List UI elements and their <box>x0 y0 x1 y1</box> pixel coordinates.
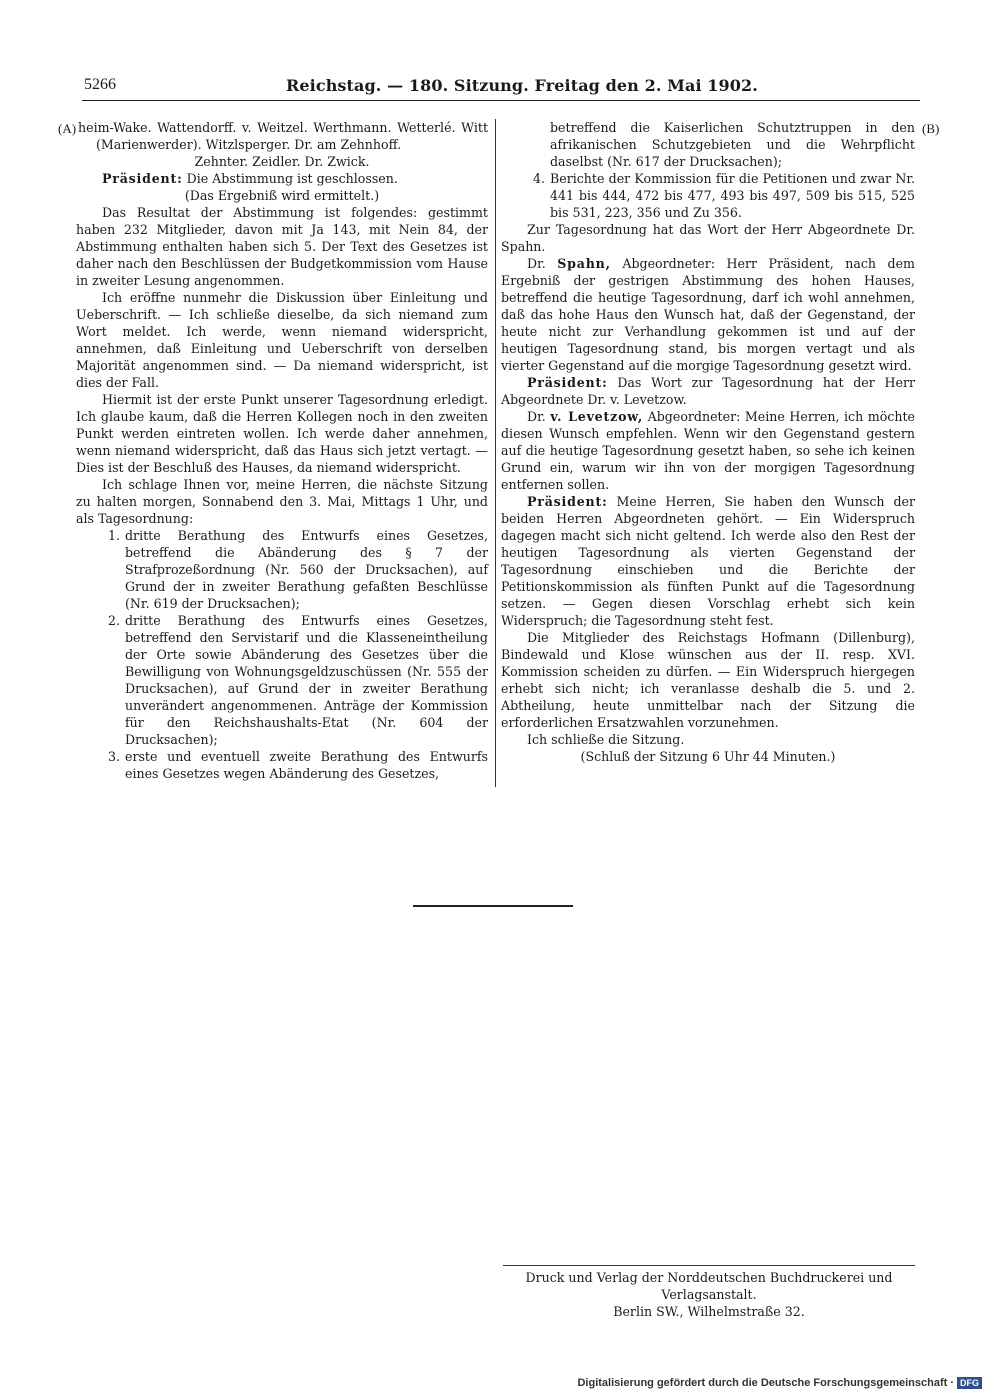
speaker-prefix: Dr. <box>527 409 551 424</box>
statement-text: Abgeordneter: Meine Herren, ich möchte diesen Wunsch empfehlen. Wenn wir den Gegenstand gestern auf die heutige Tagesordnung gesetzt haben, so sehe ich keinen Grund ein, warum wir ihn von der morgigen Tagesordnung entfernen sollen. <box>501 409 915 492</box>
speaker-name: Präsident: <box>102 171 183 186</box>
speaker-name: Präsident: <box>527 494 608 509</box>
margin-marker-b: (B) <box>922 121 940 136</box>
digitization-credit <box>577 1377 982 1389</box>
agenda-item-number: 3. <box>107 749 120 764</box>
agenda-item <box>76 527 488 612</box>
statement-text: Meine Herren, Sie haben den Wunsch der beiden Herren Abgeordneten gehört. — Ein Widerspruch dagegen macht sich nicht geltend. Ich werde also den Rest der heutigen Tagesordnung als vierten Gegenstand der Tagesordnung einschieben und die Berichte der Petitionskommission als fünften Punkt auf die Tagesordnung setzen. — Gegen diesen Vorschlag erhebt sich kein Widerspruch; die Tagesordnung steht fest. <box>501 494 915 628</box>
agenda-item <box>501 170 915 221</box>
left-column <box>76 119 488 782</box>
voter-list-end: Zehnter. Zeidler. Dr. Zwick. <box>194 154 370 169</box>
agenda-item <box>76 612 488 748</box>
levetzow-statement <box>501 408 915 493</box>
agenda-item-text: betreffend die Kaiserlichen Schutztruppen in den afrikanischen Schutzgebieten und die Wehrpflicht daselbst (Nr. 617 der Drucksachen); <box>550 120 915 169</box>
voter-list: heim-Wake. Wattendorff. v. Weitzel. Werthmann. Wetterlé. Witt (Marienwerder). Witzlsperger. Dr. am Zehnhoff. <box>78 120 488 152</box>
speaker-name: Präsident: <box>527 375 608 390</box>
agenda-item-number: 1. <box>107 528 120 543</box>
running-title: Reichstag. — 180. Sitzung. Freitag den 2. Mai 1902. <box>286 76 758 95</box>
agenda-item-text: Berichte der Kommission für die Petitionen und zwar Nr. 441 bis 444, 472 bis 477, 493 bis 497, 509 bis 515, 525 bis 531, 223, 356 und Zu 356. <box>550 171 915 220</box>
statement-text: Das Wort zur Tagesordnung hat der Herr Abgeordnete Dr. v. Levetzow. <box>501 375 915 407</box>
imprint-rule <box>503 1265 915 1266</box>
right-column <box>501 119 915 765</box>
adjournment-paragraph: Hiermit ist der erste Punkt unserer Tagesordnung erledigt. Ich glaube kaum, daß die Herren Kollegen noch in den zweiten Punkt werden eintreten wollen. Ich werde daher annehmen, wenn niemand widerspricht, daß das Haus sich jetzt vertagt. — Dies ist der Beschluß des Hauses, da niemand widerspricht. <box>76 392 488 475</box>
section-separator <box>413 905 573 907</box>
margin-marker-a: (A) <box>58 121 77 136</box>
spahn-statement <box>501 255 915 374</box>
speaker-prefix: Dr. <box>527 256 558 271</box>
agenda-item-continued <box>501 119 915 170</box>
statement-text: Abgeordneter: Herr Präsident, nach dem Ergebniß der gestrigen Abstimmung des hohen Hauses, betreffend die heutige Tagesordnung, darf ich wohl annehmen, daß das hohe Haus den Wunsch hat, daß der Gegenstand, der heute nicht zur Verhandlung gekommen ist und auf der heutigen Tagesordnung stand, bis morgen vertagt und als vierter Gegenstand auf die morgige Tagesordnung gesetzt wird. <box>501 256 915 373</box>
vote-result-paragraph: Das Resultat der Abstimmung ist folgendes: gestimmt haben 232 Mitglieder, davon mit Ja 143, mit Nein 84, der Abstimmung enthalten haben sich 5. Der Text des Gesetzes ist daher nach den Beschlüssen der Budgetkommission vom Hause in zweiter Lesung angenommen. <box>76 205 488 288</box>
imprint-publisher: Druck und Verlag der Norddeutschen Buchdruckerei und Verlagsanstalt. <box>525 1270 893 1302</box>
page-number: 5266 <box>84 76 116 93</box>
speaker-name: v. Levetzow, <box>550 409 644 424</box>
imprint <box>503 1269 915 1320</box>
agenda-item-text: erste und eventuell zweite Berathung des Entwurfs eines Gesetzes wegen Abänderung des Gesetzes, <box>125 749 488 781</box>
stage-direction: (Das Ergebniß wird ermittelt.) <box>184 188 380 203</box>
agenda-request-paragraph: Zur Tagesordnung hat das Wort der Herr Abgeordnete Dr. Spahn. <box>501 222 915 254</box>
closing-statement: Ich schließe die Sitzung. <box>527 732 685 747</box>
agenda-item-number: 2. <box>107 613 120 628</box>
dfg-logo-icon: DFG <box>957 1377 982 1389</box>
statement-text: Die Abstimmung ist geschlossen. <box>182 171 398 186</box>
column-divider <box>495 119 496 787</box>
agenda-item-number-spacer <box>501 119 550 170</box>
header-rule <box>82 100 920 101</box>
credit-text: Digitalisierung gefördert durch die Deutsche Forschungsgemeinschaft · <box>577 1377 954 1389</box>
imprint-address: Berlin SW., Wilhelmstraße 32. <box>613 1304 805 1319</box>
discussion-paragraph: Ich eröffne nunmehr die Diskussion über Einleitung und Ueberschrift. — Ich schließe dieselbe, da sich niemand zum Wort meldet. Ich werde, wenn niemand widerspricht, annehmen, daß Einleitung und Ueberschrift von derselben Majorität angenommen sind. — Da niemand widerspricht, ist dies der Fall. <box>76 290 488 390</box>
speaker-name: Spahn, <box>557 256 611 271</box>
agenda-item-number: 4. <box>532 171 545 186</box>
president-statement <box>76 170 488 187</box>
agenda-item-text: dritte Berathung des Entwurfs eines Gesetzes, betreffend den Servistarif und die Klasseneintheilung der Orte sowie Abänderung des Gesetzes über die Bewilligung von Wohnungsgeldzuschüssen (Nr. 555 der Drucksachen), auf Grund der in zweiter Berathung unverändert angenommenen. Anträge der Kommission für den Reichshaushalts-Etat (Nr. 604 der Drucksachen); <box>125 613 488 747</box>
president-statement <box>501 493 915 629</box>
president-statement <box>501 374 915 408</box>
agenda-item <box>76 748 488 782</box>
closing-stage-direction: (Schluß der Sitzung 6 Uhr 44 Minuten.) <box>580 749 836 764</box>
agenda-item-text: dritte Berathung des Entwurfs eines Gesetzes, betreffend die Abänderung des § 7 der Strafprozeßordnung (Nr. 560 der Drucksachen), auf Grund der in zweiter Berathung gefaßten Beschlüsse (Nr. 619 der Drucksachen); <box>125 528 488 611</box>
commission-paragraph: Die Mitglieder des Reichstags Hofmann (Dillenburg), Bindewald und Klose wünschen aus der II. resp. XVI. Kommission scheiden zu dürfen. — Ein Widerspruch hiergegen erhebt sich nicht; ich veranlasse deshalb die 5. und 2. Abtheilung, heute unmittelbar nach der Sitzung die erforderlichen Ersatzwahlen vorzunehmen. <box>501 630 915 730</box>
next-session-paragraph: Ich schlage Ihnen vor, meine Herren, die nächste Sitzung zu halten morgen, Sonnabend den 3. Mai, Mittags 1 Uhr, und als Tagesordnung: <box>76 477 488 526</box>
